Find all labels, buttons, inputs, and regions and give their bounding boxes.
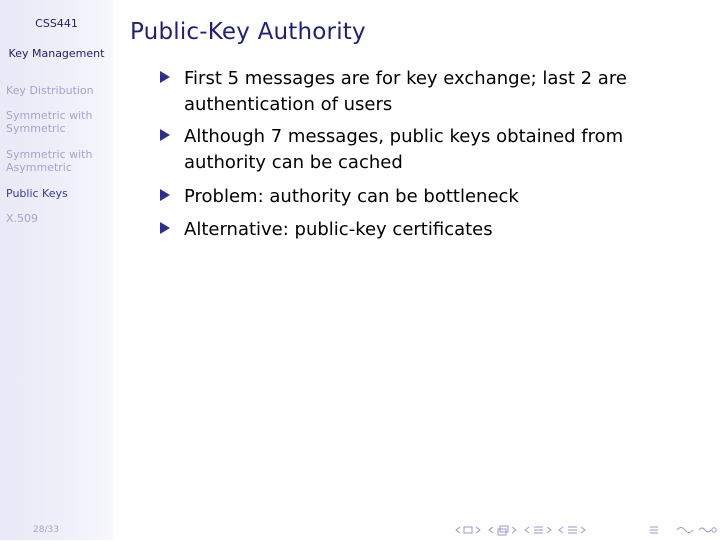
sidebar-item-symmetric-with-asymmetric[interactable]: Symmetric with Asymmetric — [6, 148, 93, 174]
nav-right-arrow-icon[interactable] — [547, 527, 551, 533]
sidebar-item-key-distribution[interactable]: Key Distribution — [6, 84, 94, 97]
nav-left-arrow-icon[interactable] — [559, 527, 563, 533]
nav-left-arrow-icon[interactable] — [489, 527, 493, 533]
sidebar-item-symmetric-with-symmetric[interactable]: Symmetric with Symmetric — [6, 109, 93, 135]
nav-align-icon[interactable] — [650, 527, 658, 533]
nav-frame-icon[interactable] — [464, 527, 472, 533]
bullet-triangle-icon — [160, 222, 170, 234]
slide-title: Public-Key Authority — [130, 19, 366, 45]
sidebar-item-public-keys[interactable]: Public Keys — [6, 187, 68, 200]
nav-left-arrow-icon[interactable] — [456, 527, 460, 533]
bullet-triangle-icon — [160, 129, 170, 141]
nav-search-icon[interactable] — [677, 528, 716, 533]
sidebar-topic-title[interactable]: Key Management — [8, 47, 105, 60]
bullet-text: Alternative: public-key certificates — [184, 219, 493, 240]
navigation-icons — [455, 522, 720, 538]
bullet-triangle-icon — [160, 71, 170, 83]
sidebar-course-title[interactable]: CSS441 — [35, 17, 78, 30]
nav-left-arrow-icon[interactable] — [525, 527, 529, 533]
bullet-text: First 5 messages are for key exchange; last 2 are authentication of users — [184, 68, 627, 115]
nav-subsection-icon[interactable] — [498, 526, 508, 535]
page-number: 28/33 — [33, 525, 59, 535]
navigation-bar — [455, 522, 720, 538]
bullet-text: Although 7 messages, public keys obtained from authority can be cached — [184, 126, 624, 173]
bullet-triangle-icon — [160, 189, 170, 201]
nav-section-icon[interactable] — [568, 527, 577, 533]
nav-right-arrow-icon[interactable] — [476, 527, 480, 533]
sidebar-item-x509[interactable]: X.509 — [6, 212, 39, 225]
bullet-text: Problem: authority can be bottleneck — [184, 186, 519, 207]
nav-right-arrow-icon[interactable] — [512, 527, 516, 533]
nav-right-arrow-icon[interactable] — [581, 527, 585, 533]
nav-section-icon[interactable] — [534, 527, 543, 533]
sidebar — [0, 0, 113, 540]
